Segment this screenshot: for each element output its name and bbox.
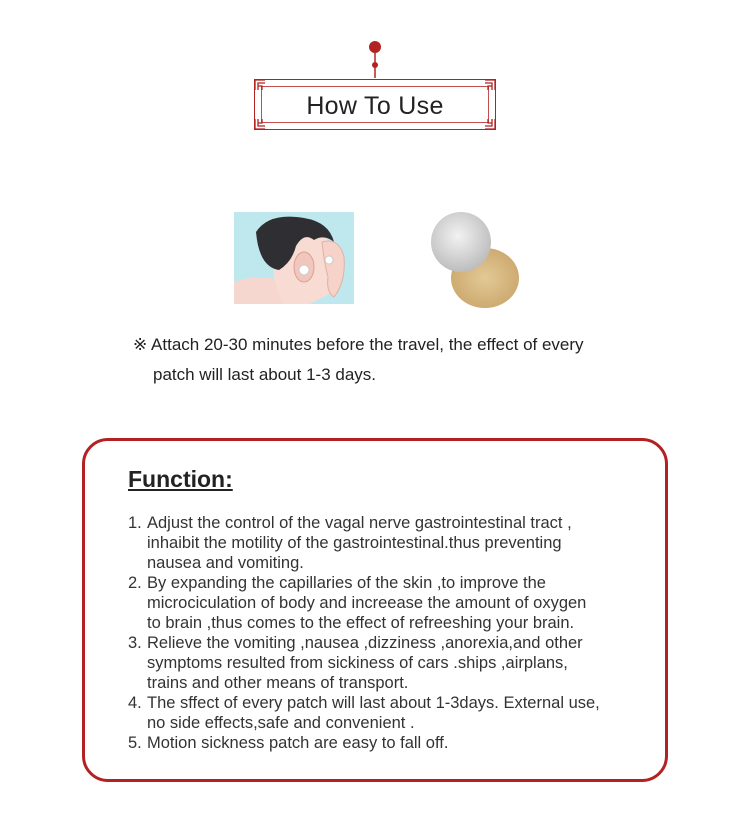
list-item: 3. Relieve the vomiting ,nausea ,dizziness ,anorexia,and other symptoms resulted from sickiness of cars .ships ,airplans, trains and other means of transport. — [128, 634, 583, 692]
list-item: 5. Motion sickness patch are easy to fall off. — [128, 734, 449, 752]
list-item: 4. The sffect of every patch will last about 1-3days. External use, no side effects,safe and convenient . — [128, 694, 600, 732]
function-heading: Function: — [128, 466, 233, 492]
how-to-use-title-frame — [254, 79, 496, 130]
title-ornament — [360, 38, 390, 78]
corner-ornament-icon — [254, 79, 266, 91]
list-item: 1. Adjust the control of the vagal nerve gastrointestinal tract , inhaibit the motility of the gastrointestinal.thus preventing nausea and vomiting. — [128, 514, 572, 572]
function-list — [128, 513, 638, 753]
ear-patch-application-illustration — [234, 212, 354, 304]
usage-note-line-2: patch will last about 1-3 days. — [153, 365, 377, 384]
function-panel — [82, 438, 668, 782]
list-item: 2. By expanding the capillaries of the skin ,to improve the microciculation of body and increease the amount of oxygen to brain ,thus comes to the effect of refreeshing your brain. — [128, 574, 587, 632]
usage-note — [133, 330, 653, 390]
motion-sickness-patch-illustration — [423, 206, 523, 310]
page-title: How To Use — [306, 92, 444, 120]
reference-mark: ※ — [133, 335, 148, 354]
usage-note-line-1: Attach 20-30 minutes before the travel, the effect of every — [151, 335, 584, 354]
corner-ornament-icon — [484, 79, 496, 91]
